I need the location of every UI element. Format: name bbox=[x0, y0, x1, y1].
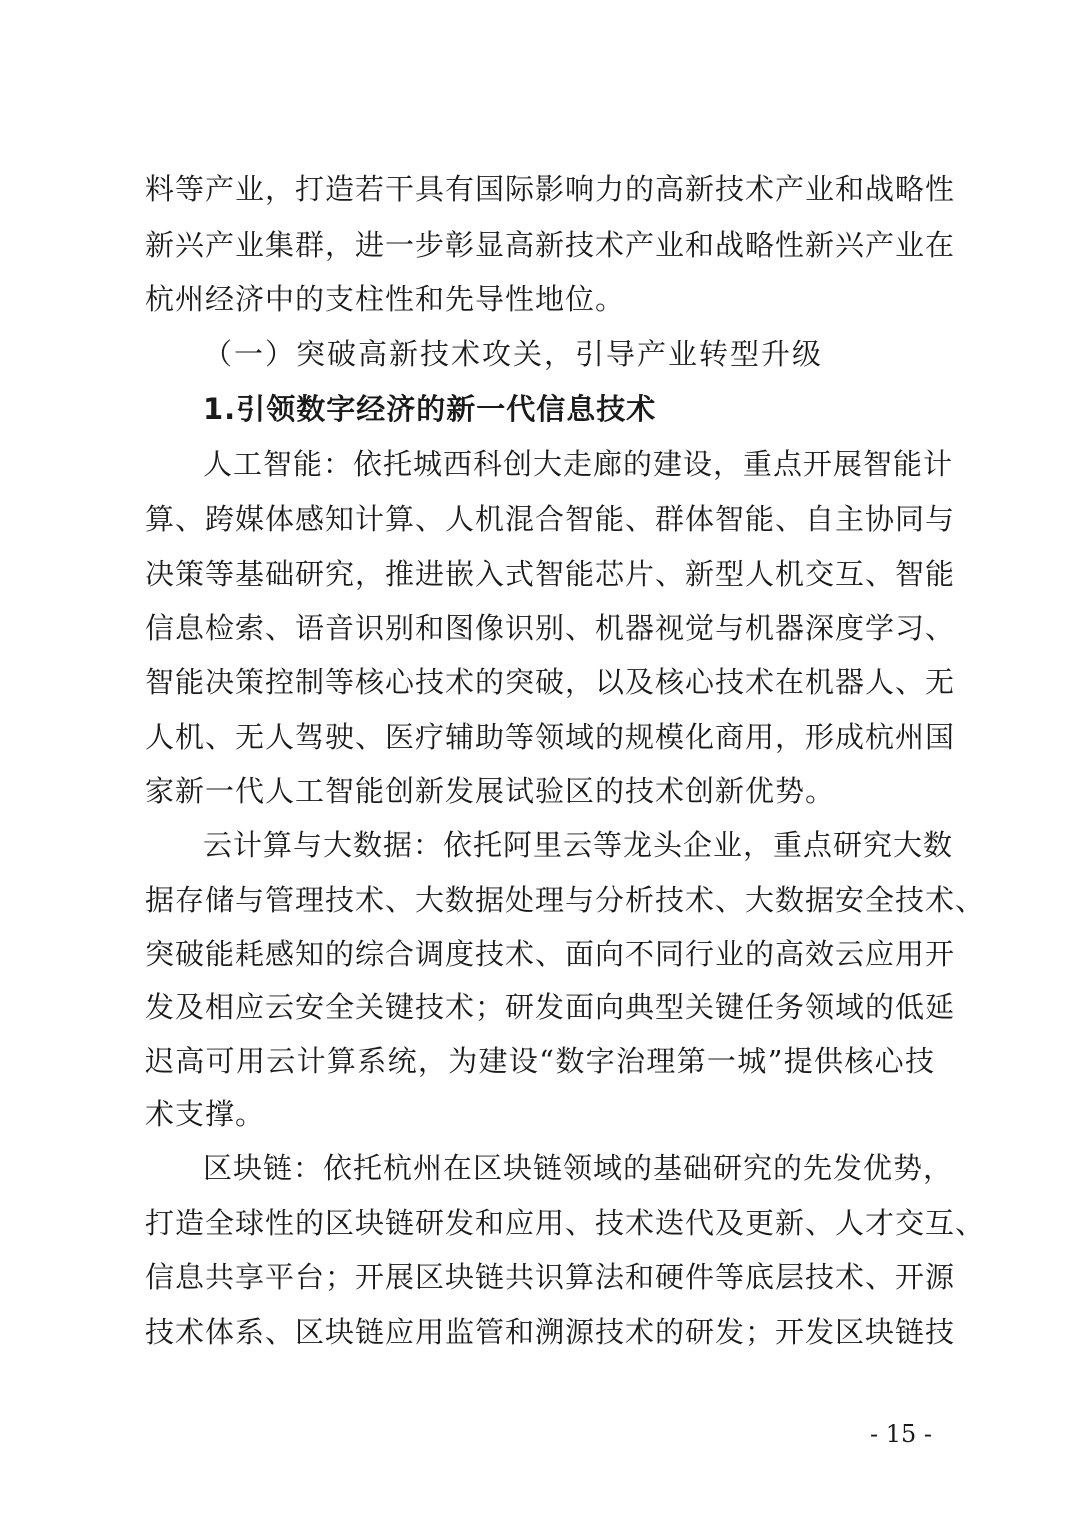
paragraph-ai-line: 人工智能：依托城西科创大走廊的建设，重点开展智能计 bbox=[203, 447, 954, 481]
paragraph-cloud-line: 迟高可用云计算系统，为建设“数字治理第一城”提供核心技 bbox=[145, 1044, 935, 1078]
subsection-heading: 1.引领数字经济的新一代信息技术 bbox=[203, 392, 657, 426]
paragraph-ai-line: 信息检索、语音识别和图像识别、机器视觉与机器深度学习、 bbox=[145, 611, 956, 645]
paragraph-ai-line: 算、跨媒体感知计算、人机混合智能、群体智能、自主协同与 bbox=[145, 502, 956, 536]
paragraph-cloud-line: 发及相应云安全关键技术；研发面向典型关键任务领域的低延 bbox=[145, 990, 956, 1024]
paragraph-cloud-line: 云计算与大数据：依托阿里云等龙头企业，重点研究大数 bbox=[203, 828, 954, 862]
paragraph-cloud-line: 据存储与管理技术、大数据处理与分析技术、大数据安全技术、 bbox=[145, 883, 986, 917]
paragraph-intro-line: 料等产业，打造若干具有国际影响力的高新技术产业和战略性 bbox=[145, 172, 956, 206]
paragraph-intro-line: 杭州经济中的支柱性和先导性地位。 bbox=[145, 282, 626, 316]
paragraph-ai-line: 家新一代人工智能创新发展试验区的技术创新优势。 bbox=[145, 774, 836, 808]
paragraph-blockchain-line: 区块链：依托杭州在区块链领域的基础研究的先发优势， bbox=[203, 1151, 954, 1185]
paragraph-ai-line: 人机、无人驾驶、医疗辅助等领域的规模化商用，形成杭州国 bbox=[145, 720, 956, 754]
paragraph-ai-line: 决策等基础研究，推进嵌入式智能芯片、新型人机交互、智能 bbox=[145, 557, 956, 591]
paragraph-blockchain-line: 信息共享平台；开展区块链共识算法和硬件等底层技术、开源 bbox=[145, 1260, 956, 1294]
paragraph-ai-line: 智能决策控制等核心技术的突破，以及核心技术在机器人、无 bbox=[145, 665, 956, 699]
paragraph-cloud-line: 术支撑。 bbox=[145, 1097, 266, 1131]
paragraph-intro-line: 新兴产业集群，进一步彰显高新技术产业和战略性新兴产业在 bbox=[145, 228, 956, 262]
paragraph-blockchain-line: 技术体系、区块链应用监管和溯源技术的研发；开发区块链技 bbox=[145, 1315, 956, 1349]
section-heading: （一）突破高新技术攻关，引导产业转型升级 bbox=[203, 337, 824, 371]
page-number: - 15 - bbox=[869, 1420, 932, 1448]
paragraph-cloud-line: 突破能耗感知的综合调度技术、面向不同行业的高效云应用开 bbox=[145, 937, 956, 971]
paragraph-blockchain-line: 打造全球性的区块链研发和应用、技术迭代及更新、人才交互、 bbox=[145, 1206, 986, 1240]
